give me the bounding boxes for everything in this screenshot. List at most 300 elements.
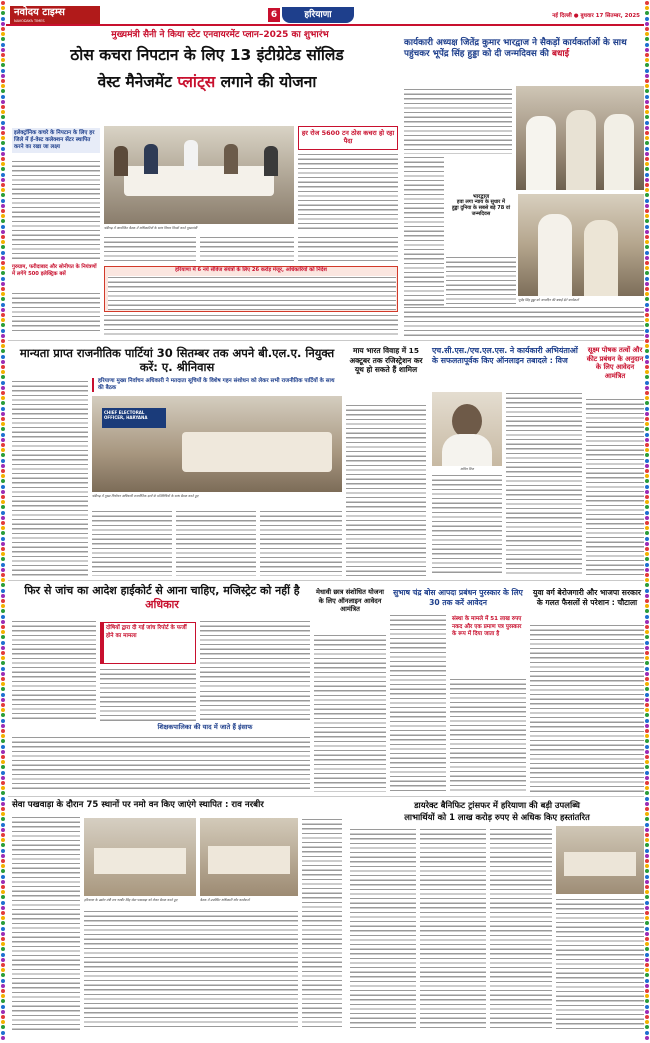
margin-dot	[645, 646, 649, 650]
margin-dot	[645, 578, 649, 582]
margin-dot	[1, 604, 5, 608]
margin-dot	[1, 271, 5, 275]
margin-dot	[1, 771, 5, 775]
margin-dot	[645, 641, 649, 645]
margin-dot	[1, 776, 5, 780]
margin-dot	[1, 48, 5, 52]
election-photo-caption: चंडीगढ़ में मुख्य निर्वाचन अधिकारी राजनीतिक दलों के प्रतिनिधियों के साथ बैठक करते हुए	[92, 494, 199, 498]
margin-dot	[1, 100, 5, 104]
margin-dot	[1, 656, 5, 660]
margin-dot	[1, 625, 5, 629]
margin-dot	[645, 880, 649, 884]
lead-photo-caption: चंडीगढ़ में आयोजित बैठक में अधिकारियों के साथ विचार विमर्श करते मुख्यमंत्री	[104, 226, 198, 230]
margin-dot	[645, 115, 649, 119]
margin-dot	[1, 485, 5, 489]
margin-dot	[1, 292, 5, 296]
margin-dot	[1, 344, 5, 348]
margin-dot	[1, 474, 5, 478]
sewa-photo1	[84, 818, 196, 896]
margin-dot	[645, 199, 649, 203]
margin-dot	[645, 797, 649, 801]
margin-dot	[1, 641, 5, 645]
margin-dot	[1, 953, 5, 957]
margin-dot	[1, 823, 5, 827]
lead-callout-box	[298, 126, 398, 150]
margin-dot	[645, 474, 649, 478]
margin-dot	[645, 802, 649, 806]
margin-dot	[645, 105, 649, 109]
margin-dot	[1, 188, 5, 192]
margin-dot	[645, 433, 649, 437]
margin-dot	[1, 537, 5, 541]
margin-dot	[1, 266, 5, 270]
margin-dot	[1, 724, 5, 728]
margin-dot	[645, 968, 649, 972]
margin-dot	[1, 1020, 5, 1024]
margin-dot	[645, 927, 649, 931]
margin-dot	[645, 719, 649, 723]
margin-dot	[645, 958, 649, 962]
margin-dot	[1, 615, 5, 619]
margin-dot	[1, 979, 5, 983]
margin-dot	[1, 1, 5, 5]
margin-dot	[645, 141, 649, 145]
margin-dot	[645, 921, 649, 925]
margin-dot	[1, 1010, 5, 1014]
margin-dot	[1, 843, 5, 847]
margin-dot	[645, 344, 649, 348]
dbt-body-col2	[420, 828, 486, 1030]
margin-dot	[1, 568, 5, 572]
margin-dot	[1, 677, 5, 681]
margin-dot	[1, 729, 5, 733]
margin-dot	[1, 32, 5, 36]
hc-body-bottom	[12, 736, 310, 792]
lead-headline-part-c: लगाने की योजना	[220, 73, 317, 91]
margin-dot	[645, 427, 649, 431]
margin-dot	[1, 438, 5, 442]
margin-dot	[1, 43, 5, 47]
margin-dot	[645, 713, 649, 717]
dbt-photo	[556, 826, 644, 894]
margin-dot	[1, 687, 5, 691]
margin-dot	[645, 994, 649, 998]
margin-dot	[1, 329, 5, 333]
margin-dot	[1, 11, 5, 15]
margin-dot	[645, 183, 649, 187]
margin-dot	[1, 672, 5, 676]
margin-dot	[645, 771, 649, 775]
margin-dot	[1, 313, 5, 317]
margin-dot	[1, 765, 5, 769]
margin-dot	[645, 479, 649, 483]
lead-headline-line2	[12, 74, 402, 92]
margin-dot	[645, 843, 649, 847]
page-number: 6	[268, 8, 280, 22]
margin-dot	[1, 573, 5, 577]
margin-dot	[645, 911, 649, 915]
margin-dot	[645, 271, 649, 275]
margin-dot	[645, 313, 649, 317]
margin-dot	[1, 396, 5, 400]
lead-headline-part-b: प्लांट्स	[177, 73, 216, 91]
margin-dot	[1, 521, 5, 525]
margin-dot	[645, 157, 649, 161]
hc-sub2: शिक्षकपालिका की याद में जाते हैं इंसाफ	[157, 723, 253, 731]
margin-dot	[645, 563, 649, 567]
margin-dot	[1, 412, 5, 416]
margin-dot	[645, 230, 649, 234]
margin-dot	[1, 807, 5, 811]
margin-dot	[1, 594, 5, 598]
lead-sidebar-text	[12, 160, 100, 260]
margin-dot	[645, 37, 649, 41]
margin-dot	[645, 625, 649, 629]
margin-dot	[1, 204, 5, 208]
margin-dot	[1, 360, 5, 364]
margin-dot	[645, 1025, 649, 1029]
margin-dot	[1, 599, 5, 603]
hc-headline-em: अधिकार	[145, 598, 179, 611]
subhash-body-col1	[390, 614, 446, 792]
margin-dot	[1, 838, 5, 842]
election-headline: मान्यता प्राप्त राजनीतिक पार्टियां 30 सितम्बर तक अपने बी.एल.ए. नियुक्त करें: ए. श्रीनिवास	[19, 346, 335, 374]
inset-line1: भारद्वाज	[472, 194, 490, 200]
masthead-logo: नवोदय टाइम्स	[10, 6, 100, 24]
margin-dot	[645, 557, 649, 561]
margin-dot	[1, 422, 5, 426]
margin-dot	[645, 58, 649, 62]
margin-dot	[645, 516, 649, 520]
margin-dot	[1, 209, 5, 213]
margin-dot	[645, 69, 649, 73]
left-margin-dots	[0, 0, 6, 1043]
margin-dot	[1, 989, 5, 993]
lead-headline-line1: ठोस कचरा निपटान के लिए 13 इंटीग्रेटेड सॉलिड	[70, 46, 344, 64]
margin-dot	[645, 448, 649, 452]
margin-dot	[645, 167, 649, 171]
margin-dot	[645, 349, 649, 353]
margin-dot	[1, 401, 5, 405]
lead-notice-title: हरियाणा में 6 नये सीवेज संयंत्रों के लिए 26 करोड़ मंजूर, अधिकारियों को निर्देश	[175, 267, 327, 273]
margin-dot	[1, 443, 5, 447]
margin-dot	[1, 760, 5, 764]
margin-dot	[1, 459, 5, 463]
margin-dot	[1, 1015, 5, 1019]
margin-dot	[1, 141, 5, 145]
margin-dot	[645, 505, 649, 509]
sewa-body-col2	[302, 818, 342, 1030]
top-right-body-col1b	[404, 156, 444, 306]
top-right-photo	[516, 86, 644, 190]
margin-dot	[1, 927, 5, 931]
margin-dot	[645, 214, 649, 218]
margin-dot	[1, 261, 5, 265]
margin-dot	[645, 147, 649, 151]
margin-dot	[1, 526, 5, 530]
margin-dot	[645, 162, 649, 166]
margin-dot	[645, 989, 649, 993]
margin-dot	[645, 381, 649, 385]
margin-dot	[645, 745, 649, 749]
margin-dot	[1, 427, 5, 431]
margin-dot	[1, 407, 5, 411]
margin-dot	[1, 880, 5, 884]
margin-dot	[1, 911, 5, 915]
medhavi-body	[314, 634, 386, 792]
margin-dot	[645, 1020, 649, 1024]
margin-dot	[645, 739, 649, 743]
margin-dot	[1, 869, 5, 873]
margin-dot	[1, 750, 5, 754]
margin-dot	[1, 786, 5, 790]
dbt-headline-line2: लाभार्थियों को 1 लाख करोड़ रुपए से अधिक किए हस्तांतरित	[404, 812, 590, 822]
margin-dot	[1, 620, 5, 624]
margin-dot	[645, 916, 649, 920]
margin-dot	[1, 973, 5, 977]
margin-dot	[645, 973, 649, 977]
margin-dot	[645, 453, 649, 457]
margin-dot	[645, 485, 649, 489]
sewa-headline: सेवा पखवाड़ा के दौरान 75 स्थानों पर नमो वन किए जाएंगे स्थापित : राव नरबीर	[12, 800, 264, 810]
margin-dot	[645, 615, 649, 619]
margin-dot	[645, 6, 649, 10]
margin-dot	[645, 604, 649, 608]
margin-dot	[1, 739, 5, 743]
margin-dot	[1, 334, 5, 338]
margin-dot	[645, 869, 649, 873]
margin-dot	[1, 89, 5, 93]
margin-dot	[645, 906, 649, 910]
subhash-headline: सुभाष चंद्र बोस आपदा प्रबंधन पुरस्कार के लिए 30 तक करें आवेदन	[393, 588, 523, 607]
margin-dot	[1, 282, 5, 286]
margin-dot	[645, 630, 649, 634]
margin-dot	[645, 760, 649, 764]
dateline: नई दिल्ली ● बुधवार 17 सितम्बर, 2025	[552, 13, 640, 19]
margin-dot	[645, 386, 649, 390]
dbt-body-col4	[556, 898, 644, 1030]
margin-dot	[1, 791, 5, 795]
margin-dot	[1, 433, 5, 437]
margin-dot	[1, 583, 5, 587]
margin-dot	[1, 63, 5, 67]
margin-dot	[1, 386, 5, 390]
margin-dot	[1, 105, 5, 109]
margin-dot	[645, 875, 649, 879]
hcs-photo	[432, 392, 502, 466]
dbt-headline-line1: डायरेक्ट बैनिफिट ट्रांसफर में हरियाणा की बड़ी उपलब्धि	[414, 800, 580, 810]
margin-dot	[1, 251, 5, 255]
lead-kicker: मुख्यमंत्री सैनी ने किया स्टेट एनवायरमेंट प्लान–2025 का शुभारंभ	[111, 30, 329, 40]
margin-dot	[1, 552, 5, 556]
top-right-photo2	[518, 194, 644, 296]
hc-body-col3b	[200, 690, 310, 722]
margin-dot	[1, 173, 5, 177]
margin-dot	[1, 490, 5, 494]
margin-dot	[645, 620, 649, 624]
margin-dot	[1, 22, 5, 26]
margin-dot	[645, 932, 649, 936]
margin-dot	[645, 490, 649, 494]
margin-dot	[1, 214, 5, 218]
margin-dot	[1, 890, 5, 894]
margin-dot	[1, 906, 5, 910]
margin-dot	[645, 22, 649, 26]
lead-photo	[104, 126, 294, 224]
inset-line2: हवा लगा न्याय के सुधार में	[456, 199, 506, 206]
margin-dot	[645, 521, 649, 525]
medhavi-headline: मेधावी छात्र संशोधित योजना के लिए ऑनलाइन आवेदन आमंत्रित	[316, 588, 384, 614]
margin-dot	[1, 453, 5, 457]
margin-dot	[1, 609, 5, 613]
margin-dot	[1, 947, 5, 951]
margin-dot	[1, 115, 5, 119]
margin-dot	[1, 755, 5, 759]
hc-headline-text: फिर से जांच का आदेश हाईकोर्ट से आना चाहिए, मजिस्ट्रेट को नहीं है	[24, 584, 300, 597]
margin-dot	[1, 635, 5, 639]
margin-dot	[645, 812, 649, 816]
lead-notice-box	[104, 266, 398, 312]
margin-dot	[645, 651, 649, 655]
margin-dot	[1, 53, 5, 57]
election-body-col4	[260, 510, 342, 576]
margin-dot	[1, 162, 5, 166]
margin-dot	[1, 667, 5, 671]
margin-dot	[645, 807, 649, 811]
hcs-headline: एच.सी.एस./एच.एल.एस. ने कार्यकारी अभियंताओं के सफलतापूर्वक किए ऑनलाइन तबादले : विज	[432, 346, 578, 365]
margin-dot	[645, 126, 649, 130]
margin-dot	[645, 682, 649, 686]
margin-dot	[645, 979, 649, 983]
margin-dot	[645, 277, 649, 281]
margin-dot	[645, 599, 649, 603]
margin-dot	[1, 942, 5, 946]
top-right-headline-text: कार्यकारी अध्यक्ष जितेंद्र कुमार भारद्वाज ने सैकड़ों कार्यकर्ताओं के साथ पहुंचकर भूपेंद्र सिंह हुड्डा को दी जन्मदिवस की	[404, 38, 627, 59]
margin-dot	[1, 505, 5, 509]
sewa-photo2	[200, 818, 298, 896]
section-divider-3	[8, 796, 644, 797]
margin-dot	[1, 303, 5, 307]
margin-dot	[645, 953, 649, 957]
margin-dot	[1, 219, 5, 223]
subhash-body-col2	[450, 678, 526, 792]
margin-dot	[1, 448, 5, 452]
margin-dot	[1, 167, 5, 171]
margin-dot	[645, 1015, 649, 1019]
margin-dot	[1, 417, 5, 421]
margin-dot	[645, 828, 649, 832]
margin-dot	[1, 152, 5, 156]
margin-dot	[645, 401, 649, 405]
margin-dot	[1, 797, 5, 801]
margin-dot	[645, 573, 649, 577]
margin-dot	[1, 916, 5, 920]
margin-dot	[1, 708, 5, 712]
subhash-pullquote-text: संस्था के मामले में 51 लाख रुपए नकद और एक प्रमाण पत्र पुरस्कार के रूप में दिया जाता है	[452, 616, 522, 638]
margin-dot	[1, 516, 5, 520]
margin-dot	[645, 547, 649, 551]
margin-dot	[1, 469, 5, 473]
section-divider-1	[8, 340, 644, 341]
margin-dot	[1, 999, 5, 1003]
top-right-headline-em: बधाई	[551, 49, 570, 59]
margin-dot	[645, 188, 649, 192]
margin-dot	[1, 365, 5, 369]
margin-dot	[645, 251, 649, 255]
margin-dot	[645, 48, 649, 52]
margin-dot	[1, 157, 5, 161]
margin-dot	[1, 901, 5, 905]
margin-dot	[645, 537, 649, 541]
margin-dot	[645, 422, 649, 426]
margin-dot	[1, 136, 5, 140]
margin-dot	[1, 323, 5, 327]
sewa-body-col1	[12, 816, 80, 1030]
margin-dot	[645, 100, 649, 104]
margin-dot	[645, 568, 649, 572]
margin-dot	[1, 833, 5, 837]
margin-dot	[1, 531, 5, 535]
margin-dot	[1, 734, 5, 738]
margin-dot	[1, 245, 5, 249]
margin-dot	[645, 791, 649, 795]
youth-headline: युवा वर्ग बेरोजगारी और भाजपा सरकार के गलत फैसलों से परेशान : चौटाला	[533, 588, 641, 607]
margin-dot	[645, 589, 649, 593]
margin-dot	[1, 391, 5, 395]
lead-small-headline: गुरुग्राम, फरीदाबाद और सोनीपत के नियंत्रणों में लगेंगे 500 इलेक्ट्रिक बसें	[12, 264, 97, 277]
lead-body-col1	[104, 236, 196, 264]
margin-dot	[1, 812, 5, 816]
margin-dot	[1, 932, 5, 936]
margin-dot	[1, 963, 5, 967]
margin-dot	[1, 578, 5, 582]
margin-dot	[645, 901, 649, 905]
margin-dot	[645, 121, 649, 125]
margin-dot	[1, 277, 5, 281]
margin-dot	[1, 230, 5, 234]
margin-dot	[645, 1, 649, 5]
margin-dot	[645, 53, 649, 57]
margin-dot	[645, 947, 649, 951]
margin-dot	[645, 817, 649, 821]
dbt-body-col1	[350, 828, 416, 1030]
masthead	[6, 6, 644, 26]
margin-dot	[645, 838, 649, 842]
margin-dot	[645, 334, 649, 338]
sewa-photo2-caption: बैठक में उपस्थित अधिकारी और कार्यकर्ता	[200, 898, 250, 902]
section-title: हरियाणा	[282, 7, 354, 23]
margin-dot	[645, 131, 649, 135]
margin-dot	[645, 360, 649, 364]
margin-dot	[1, 178, 5, 182]
margin-dot	[1, 225, 5, 229]
margin-dot	[645, 781, 649, 785]
margin-dot	[645, 375, 649, 379]
top-right-inset	[446, 194, 516, 254]
margin-dot	[645, 1031, 649, 1035]
margin-dot	[645, 609, 649, 613]
margin-dot	[1, 464, 5, 468]
hc-body-col1	[12, 620, 96, 722]
margin-dot	[1, 37, 5, 41]
margin-dot	[645, 136, 649, 140]
margin-dot	[645, 235, 649, 239]
margin-dot	[645, 511, 649, 515]
youth-body	[530, 624, 644, 792]
margin-dot	[645, 152, 649, 156]
margin-dot	[645, 823, 649, 827]
margin-dot	[1, 500, 5, 504]
